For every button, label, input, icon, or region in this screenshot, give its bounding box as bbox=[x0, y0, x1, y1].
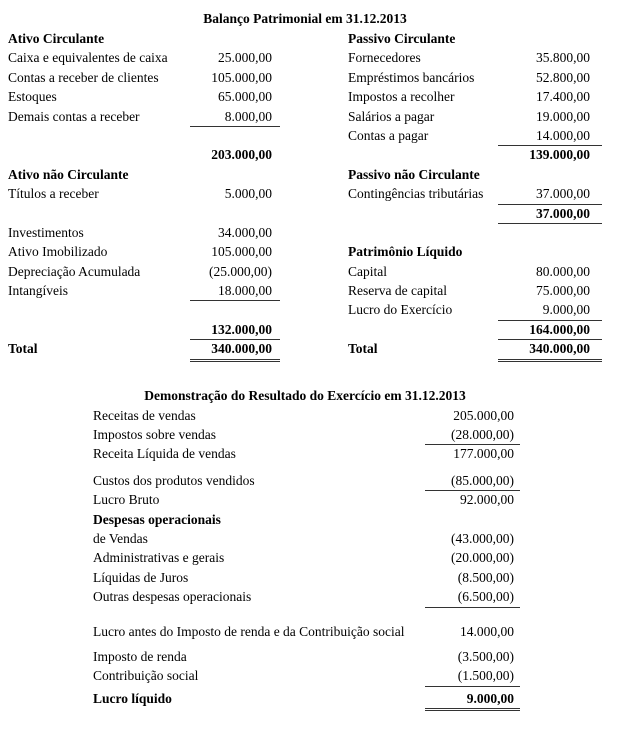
account-label: Caixa e equivalentes de caixa bbox=[8, 50, 168, 66]
subtotal-value: 37.000,00 bbox=[498, 204, 602, 224]
account-label: Custos dos produtos vendidos bbox=[93, 472, 255, 488]
account-label: Contas a pagar bbox=[348, 127, 429, 143]
account-value: 18.000,00 bbox=[190, 281, 280, 301]
account-value: (8.500,00) bbox=[457, 569, 514, 585]
income-statement-row bbox=[93, 587, 610, 606]
balance-sheet-row bbox=[8, 29, 610, 48]
account-label bbox=[8, 300, 190, 320]
account-label bbox=[348, 223, 498, 242]
account-label: Ativo Circulante bbox=[8, 31, 105, 46]
account-label: Capital bbox=[348, 263, 387, 279]
income-statement-row bbox=[93, 510, 610, 529]
account-value: (1.500,00) bbox=[425, 666, 520, 686]
account-label: Reserva de capital bbox=[348, 283, 447, 299]
account-value: (85.000,00) bbox=[425, 471, 520, 491]
account-value bbox=[498, 223, 602, 242]
account-value: (3.500,00) bbox=[457, 648, 514, 664]
income-statement-row bbox=[93, 548, 610, 567]
account-value: 52.800,00 bbox=[536, 69, 590, 85]
account-value: (28.000,00) bbox=[425, 425, 520, 445]
account-value bbox=[190, 165, 280, 184]
account-value: 80.000,00 bbox=[536, 263, 590, 279]
income-statement-row bbox=[93, 529, 610, 548]
account-label bbox=[8, 204, 190, 224]
account-label bbox=[8, 145, 190, 164]
total-label: Total bbox=[8, 341, 38, 357]
account-value: 92.000,00 bbox=[460, 492, 514, 508]
income-statement-row bbox=[93, 647, 610, 666]
balance-sheet-row bbox=[8, 300, 610, 319]
balance-sheet-row bbox=[8, 126, 610, 145]
account-label: Intangíveis bbox=[8, 283, 68, 299]
account-label: Receitas de vendas bbox=[93, 407, 196, 423]
account-label: Líquidas de Juros bbox=[93, 569, 189, 585]
account-value: 9.000,00 bbox=[498, 300, 602, 320]
account-label: Impostos a recolher bbox=[348, 89, 455, 105]
account-value: 205.000,00 bbox=[453, 407, 514, 423]
account-value: 19.000,00 bbox=[536, 108, 590, 124]
account-label: Imposto de renda bbox=[93, 648, 187, 664]
account-label bbox=[8, 320, 190, 340]
section-label: Despesas operacionais bbox=[93, 511, 221, 527]
account-label bbox=[348, 204, 498, 224]
account-label: Fornecedores bbox=[348, 50, 421, 66]
balance-sheet-row bbox=[8, 320, 610, 339]
account-value bbox=[190, 204, 280, 224]
total-label: Total bbox=[348, 341, 378, 357]
subtotal-value: 132.000,00 bbox=[190, 320, 280, 340]
account-value: 65.000,00 bbox=[218, 89, 272, 105]
account-label: Administrativas e gerais bbox=[93, 550, 225, 566]
account-label: Demais contas a receber bbox=[8, 108, 140, 124]
subtotal-value: 164.000,00 bbox=[498, 320, 602, 340]
balance-sheet bbox=[8, 29, 610, 359]
account-label bbox=[348, 320, 498, 340]
account-label: Outras despesas operacionais bbox=[93, 589, 252, 605]
account-value: 75.000,00 bbox=[536, 283, 590, 299]
account-value: 14.000,00 bbox=[460, 623, 514, 639]
subtotal-value: 203.000,00 bbox=[211, 147, 272, 163]
account-value: (43.000,00) bbox=[451, 530, 514, 546]
total-value: 9.000,00 bbox=[425, 689, 520, 711]
income-statement-row bbox=[93, 425, 610, 444]
income-statement-title: Demonstração do Resultado do Exercício em 31.12.2013 bbox=[144, 387, 466, 403]
total-value: 340.000,00 bbox=[498, 339, 602, 361]
account-label: Estoques bbox=[8, 89, 57, 105]
income-statement-row bbox=[93, 490, 610, 509]
balance-sheet-row bbox=[8, 204, 610, 223]
balance-sheet-row bbox=[8, 68, 610, 87]
income-statement-row bbox=[93, 471, 610, 490]
balance-sheet-row bbox=[8, 184, 610, 203]
account-label: Empréstimos bancários bbox=[348, 69, 475, 85]
account-value: 105.000,00 bbox=[211, 69, 272, 85]
account-value: (20.000,00) bbox=[451, 550, 514, 566]
balance-sheet-row bbox=[8, 107, 610, 126]
account-label: Receita Líquida de vendas bbox=[93, 446, 236, 462]
account-value bbox=[498, 165, 602, 184]
balance-sheet-title: Balanço Patrimonial em 31.12.2013 bbox=[203, 11, 407, 26]
account-value: 105.000,00 bbox=[211, 244, 272, 260]
balance-sheet-row bbox=[8, 339, 610, 358]
account-label: de Vendas bbox=[93, 530, 148, 546]
balance-sheet-row bbox=[8, 87, 610, 106]
account-value bbox=[190, 29, 280, 48]
balance-sheet-row bbox=[8, 262, 610, 281]
account-label: Ativo Imobilizado bbox=[8, 244, 108, 260]
account-value: 34.000,00 bbox=[218, 224, 272, 240]
account-value: 35.800,00 bbox=[536, 50, 590, 66]
account-value: (6.500,00) bbox=[425, 587, 520, 607]
account-label: Patrimônio Líquido bbox=[348, 244, 463, 260]
account-value: 5.000,00 bbox=[224, 186, 272, 202]
income-statement-row bbox=[93, 689, 610, 708]
account-value: (25.000,00) bbox=[209, 263, 272, 279]
account-label: Lucro do Exercício bbox=[348, 302, 453, 318]
income-statement bbox=[93, 406, 610, 708]
balance-sheet-row bbox=[8, 281, 610, 300]
balance-sheet-row bbox=[8, 165, 610, 184]
account-label: Contas a receber de clientes bbox=[8, 69, 159, 85]
account-label: Salários a pagar bbox=[348, 108, 435, 124]
account-value bbox=[498, 29, 602, 48]
balance-sheet-row bbox=[8, 242, 610, 261]
total-value: 340.000,00 bbox=[190, 339, 280, 361]
account-label: Ativo não Circulante bbox=[8, 166, 129, 182]
account-label: Contribuição social bbox=[93, 668, 199, 684]
account-value: 177.000,00 bbox=[453, 446, 514, 462]
account-label: Títulos a receber bbox=[8, 186, 99, 202]
income-statement-row bbox=[93, 568, 610, 587]
account-value bbox=[190, 300, 280, 320]
spacer bbox=[93, 607, 610, 622]
income-statement-row bbox=[93, 666, 610, 685]
balance-sheet-row bbox=[8, 223, 610, 242]
account-value: 25.000,00 bbox=[218, 50, 272, 66]
income-statement-row bbox=[93, 406, 610, 425]
balance-sheet-row bbox=[8, 48, 610, 67]
account-value bbox=[190, 126, 280, 146]
subtotal-value: 139.000,00 bbox=[529, 147, 590, 163]
account-value: 8.000,00 bbox=[190, 107, 280, 127]
income-statement-row bbox=[93, 444, 610, 463]
account-label: Lucro antes do Imposto de renda e da Contribuição social bbox=[93, 623, 405, 639]
account-label: Contingências tributárias bbox=[348, 186, 484, 202]
account-value: 17.400,00 bbox=[536, 89, 590, 105]
balance-sheet-row bbox=[8, 145, 610, 164]
account-value bbox=[425, 510, 520, 529]
spacer bbox=[93, 464, 610, 471]
account-label: Lucro Bruto bbox=[93, 492, 160, 508]
account-value: 14.000,00 bbox=[498, 126, 602, 146]
document-page bbox=[0, 8, 610, 708]
total-label: Lucro líquido bbox=[93, 690, 172, 706]
income-statement-row bbox=[93, 622, 610, 641]
account-label bbox=[348, 145, 498, 164]
account-label: Impostos sobre vendas bbox=[93, 427, 216, 443]
account-value: 37.000,00 bbox=[498, 184, 602, 204]
account-label: Depreciação Acumulada bbox=[8, 263, 141, 279]
account-label: Passivo não Circulante bbox=[348, 166, 480, 182]
account-label: Investimentos bbox=[8, 224, 84, 240]
account-label: Passivo Circulante bbox=[348, 31, 456, 46]
account-label bbox=[8, 126, 190, 146]
account-value bbox=[498, 242, 602, 261]
